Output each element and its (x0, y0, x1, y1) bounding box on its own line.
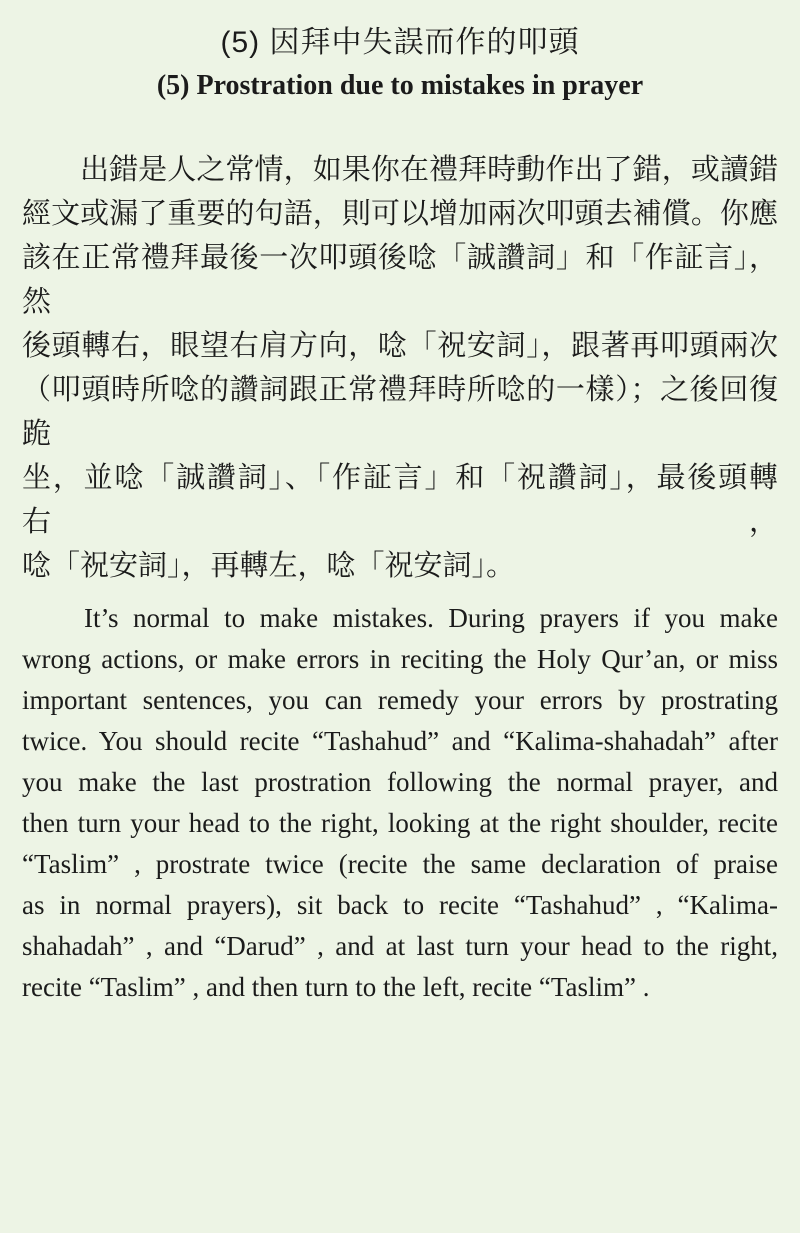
text-line: important sentences, you can remedy your errors by prostrating (22, 685, 778, 715)
text-line: 出錯是人之常情，如果你在禮拜時動作出了錯，或讀錯 (80, 154, 778, 186)
english-paragraph (22, 598, 778, 1008)
text-line: as in normal prayers), sit back to recite “Tashahud” , “Kalima- (22, 890, 778, 920)
text-line: 唸「祝安詞」，再轉左，唸「祝安詞」。 (22, 550, 516, 582)
text-line: 經文或漏了重要的句語，則可以增加兩次叩頭去補償。你應 (22, 198, 778, 230)
text-line: “Taslim” , prostrate twice (recite the same declaration of praise (22, 849, 778, 879)
chinese-paragraph (22, 148, 778, 588)
text-line: wrong actions, or make errors in reciting the Holy Qur’an, or miss (22, 644, 778, 674)
text-line: then turn your head to the right, looking at the right shoulder, recite (22, 808, 778, 838)
page-title-chinese: (5) 因拜中失誤而作的叩頭 (220, 26, 580, 59)
text-line: you make the last prostration following the normal prayer, and (22, 767, 778, 797)
text-line: recite “Taslim” , and then turn to the left, recite “Taslim” . (22, 972, 650, 1002)
text-line: （叩頭時所唸的讚詞跟正常禮拜時所唸的一樣）；之後回復跪 (22, 374, 778, 450)
text-line: twice. You should recite “Tashahud” and “Kalima-shahadah” after (22, 726, 778, 756)
document-page (0, 24, 800, 1233)
text-line: 後頭轉右，眼望右肩方向，唸「祝安詞」，跟著再叩頭兩次 (22, 330, 778, 362)
text-line: It’s normal to make mistakes. During prayers if you make (84, 603, 778, 633)
text-line: 坐，並唸「誠讚詞」、「作証言」和「祝讚詞」，最後頭轉右， (22, 462, 778, 538)
page-title-english: (5) Prostration due to mistakes in prayer (156, 70, 644, 101)
text-line: shahadah” , and “Darud” , and at last turn your head to the right, (22, 931, 778, 961)
text-line: 該在正常禮拜最後一次叩頭後唸「誠讚詞」和「作証言」，然 (22, 242, 778, 318)
